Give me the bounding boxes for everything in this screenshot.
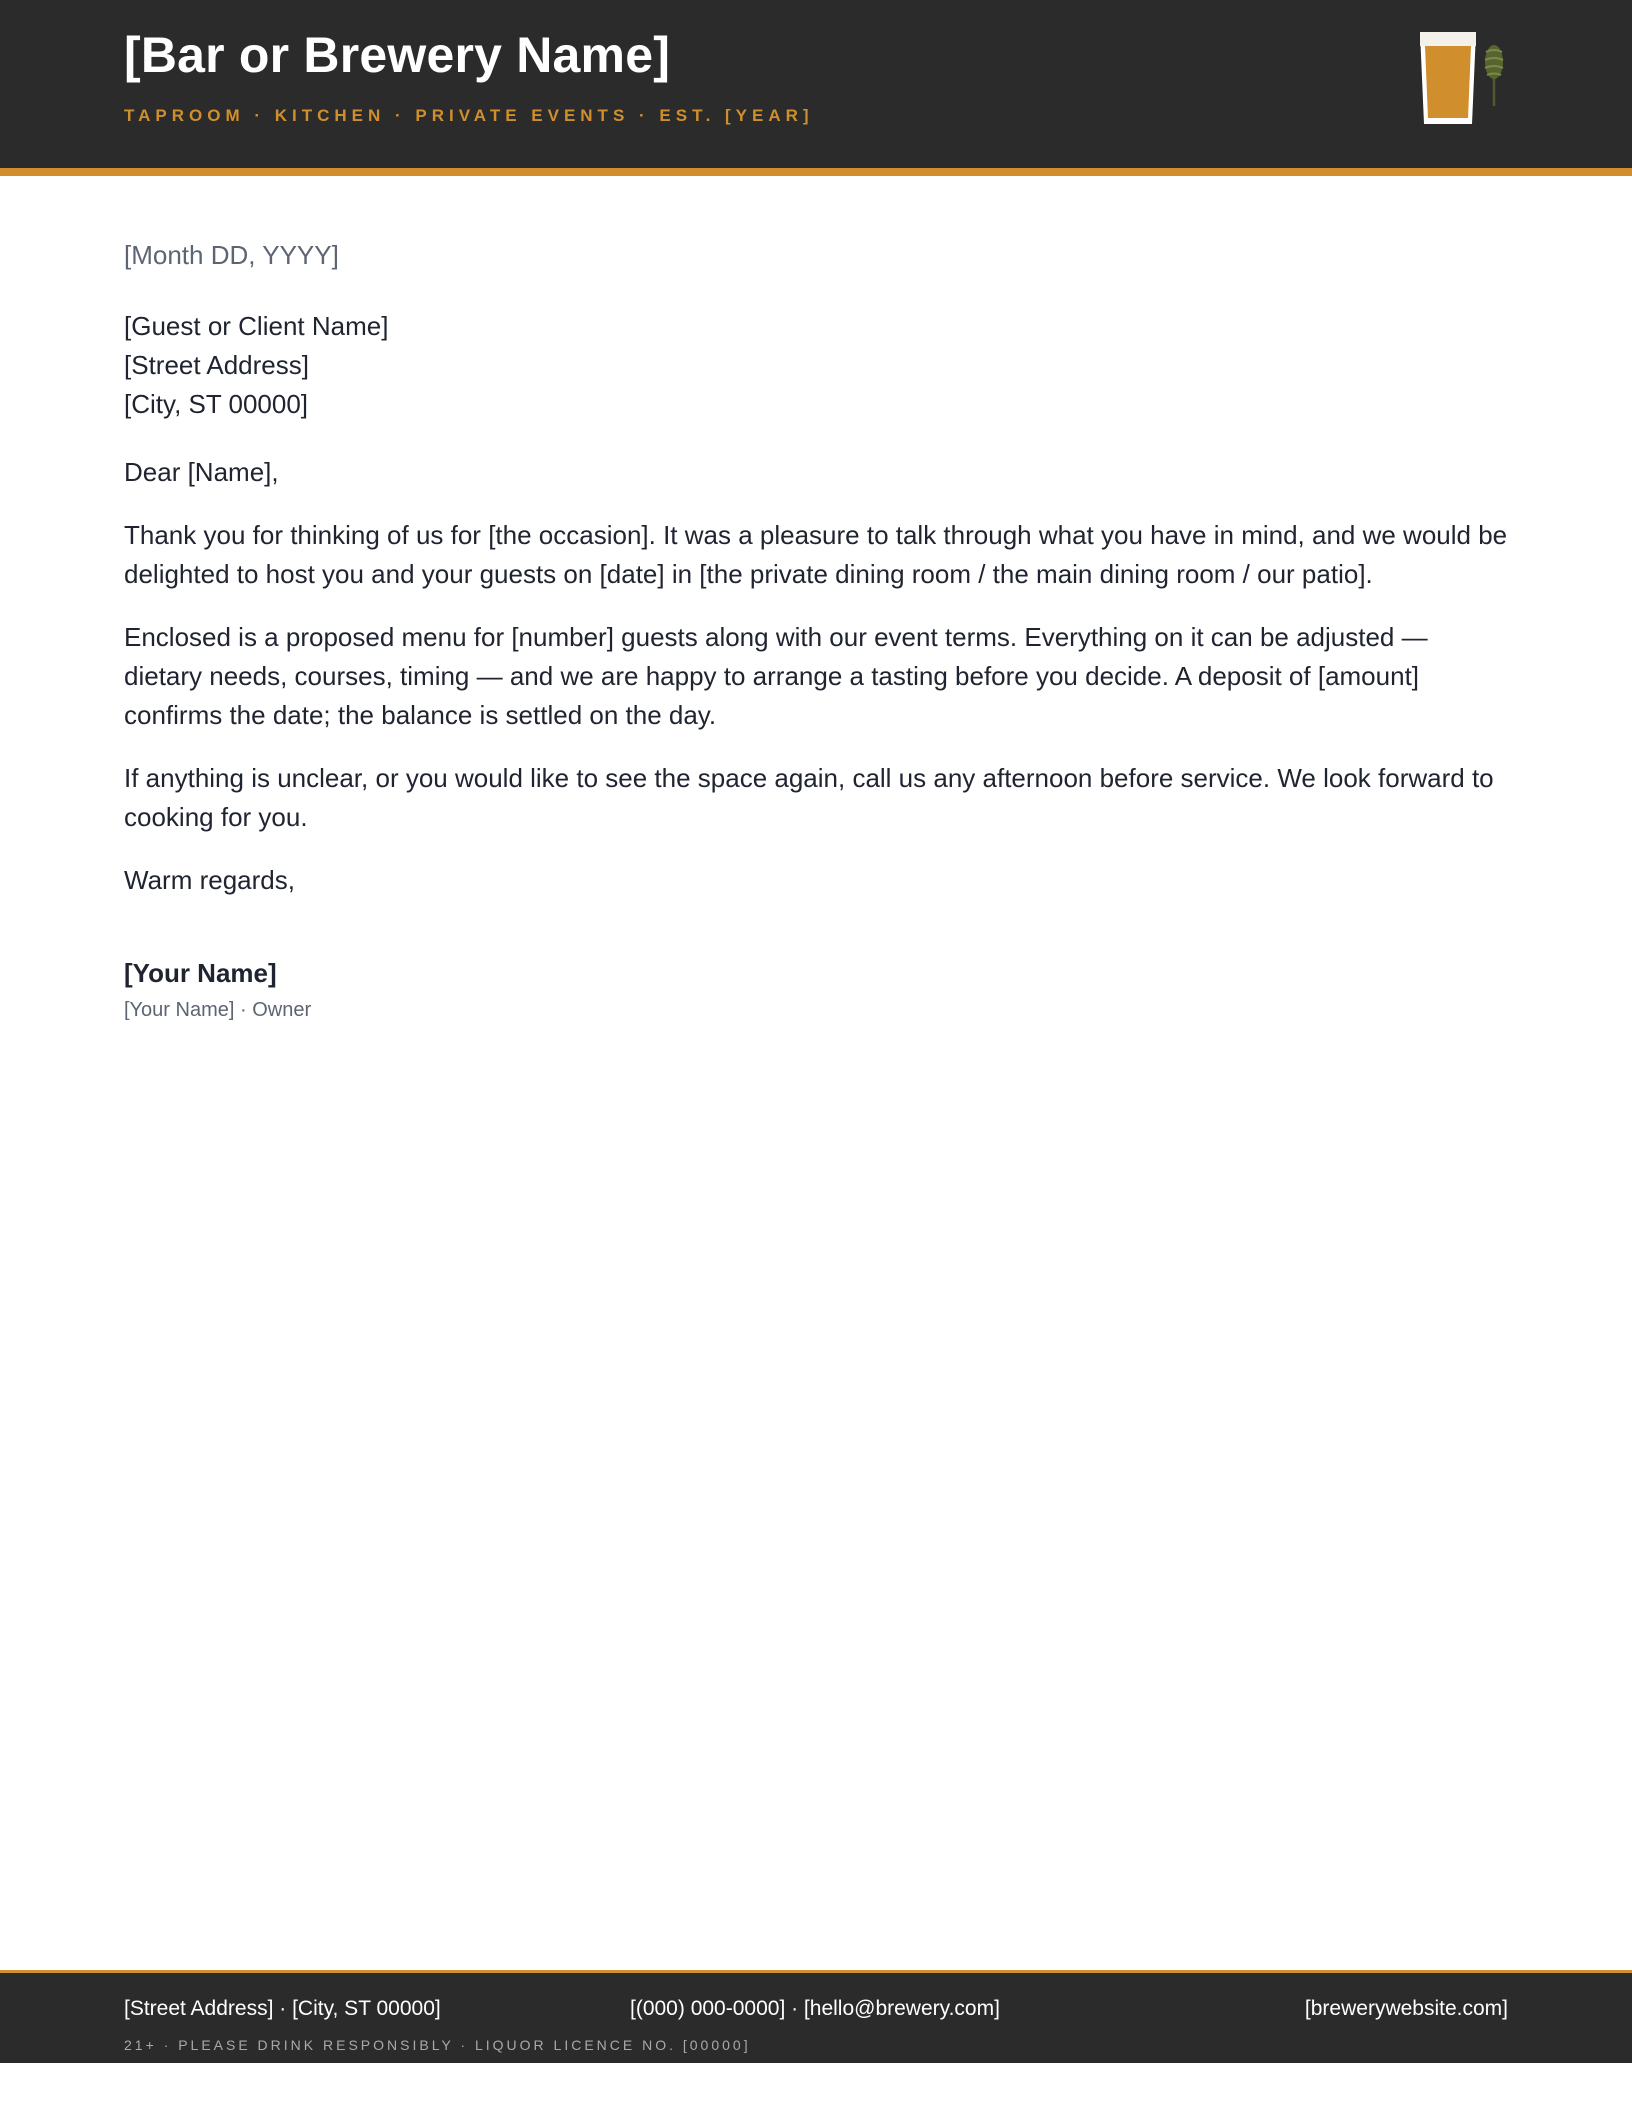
brand-name: [Bar or Brewery Name]	[124, 27, 671, 83]
letter-body	[124, 236, 1508, 1024]
recipient-name: [Guest or Client Name]	[124, 311, 389, 341]
footer-website: [brewerywebsite.com]	[1304, 1997, 1508, 2020]
recipient-street: [Street Address]	[124, 350, 309, 380]
footer-address: [Street Address] · [City, ST 00000]	[124, 1997, 441, 2020]
salutation: Dear [Name],	[124, 457, 279, 487]
letterhead-header	[0, 0, 1632, 168]
letter-date: [Month DD, YYYY]	[124, 240, 339, 270]
beer-glass-and-hops-icon	[1414, 26, 1510, 130]
recipient-city: [City, ST 00000]	[124, 389, 309, 419]
signature-title: [Your Name] · Owner	[124, 999, 312, 1021]
header-accent-rule	[0, 168, 1632, 176]
signature-name: [Your Name]	[124, 958, 277, 988]
footer-contact: [(000) 000-0000] · [hello@brewery.com]	[630, 1997, 1000, 2020]
closing: Warm regards,	[124, 865, 295, 895]
letterhead-footer	[0, 1973, 1632, 2063]
footer-legal-notice: 21+ · PLEASE DRINK RESPONSIBLY · LIQUOR LICENCE NO. [00000]	[124, 2037, 751, 2053]
body-paragraph: Enclosed is a proposed menu for [number] guests along with our event terms. Everything on it can be adjusted — dietary needs, courses, timing — and we are happy to arrange a tasting before you decide. A deposit of [amount] confirms the date; the balance is settled on the day.	[124, 622, 1428, 730]
brand-tagline: TAPROOM · KITCHEN · PRIVATE EVENTS · EST. [YEAR]	[124, 106, 814, 125]
recipient-address	[124, 307, 1508, 424]
body-paragraph: If anything is unclear, or you would like to see the space again, call us any afternoon before service. We look forward to cooking for you.	[124, 763, 1494, 832]
body-paragraph: Thank you for thinking of us for [the occasion]. It was a pleasure to talk through what you have in mind, and we would be delighted to host you and your guests on [date] in [the private dining room / the main dining room / our patio].	[124, 520, 1508, 589]
